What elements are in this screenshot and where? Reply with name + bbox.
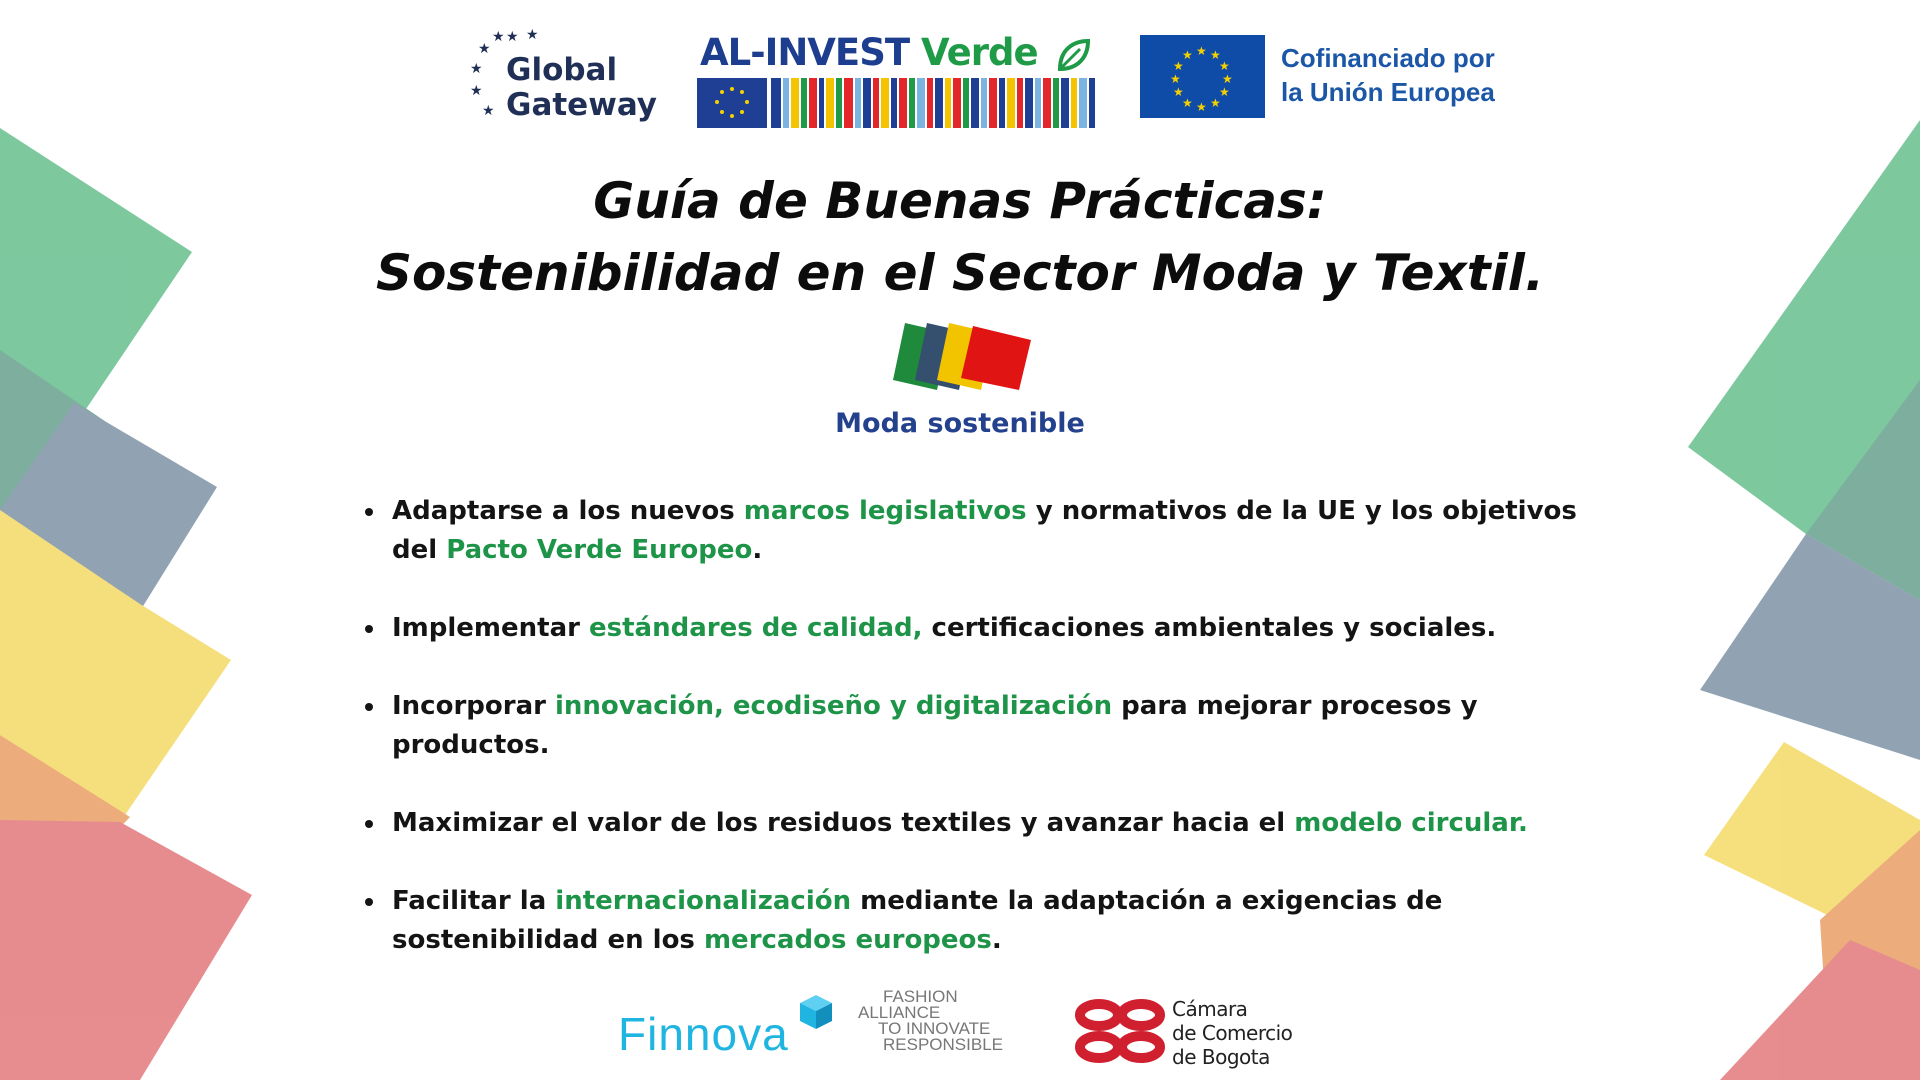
svg-text:★: ★ [526,27,539,43]
svg-text:★: ★ [1210,96,1221,110]
global-gateway-line2: Gateway [506,87,658,123]
bullet-text: Adaptarse a los nuevos [392,496,744,526]
title-line2: Sostenibilidad en el Sector Moda y Textil. [376,244,1544,302]
camara-comercio-bogota-logo [1075,993,1315,1069]
al-invest-stripe-band [697,78,1095,128]
ccb-text-line: Cámara [1172,997,1248,1021]
bullet-item [365,882,1595,960]
highlighted-text: innovación, ecodiseño y digitalización [555,691,1113,721]
svg-text:★: ★ [1173,85,1184,99]
svg-text:★: ★ [1182,96,1193,110]
finnova-logo [618,1007,789,1061]
footer-logos [0,985,1920,1069]
eu-cofinanced-logo [1140,35,1520,125]
finnova-text: Finnova [618,1008,789,1060]
svg-text:★: ★ [1182,48,1193,62]
eu-text-line1: Cofinanciado por [1281,43,1495,73]
svg-text:★: ★ [492,29,505,45]
svg-text:★: ★ [470,83,483,99]
bullet-text: y normativos de la UE y los objetivos del [392,496,1577,565]
highlighted-text: estándares de calidad, [589,613,923,643]
global-gateway-line1: Global [506,52,618,88]
bullet-list [365,492,1595,999]
bullet-text: mediante la adaptación a exigencias de sostenibilidad en los [392,886,1443,955]
star-arc-icon [506,25,566,55]
ccb-text-line: de Bogota [1172,1045,1270,1069]
moda-sostenible-icon [885,318,1035,398]
svg-text:★: ★ [1219,85,1230,99]
fair-logo-line: ALLIANCE [858,1003,941,1022]
highlighted-text: marcos legislativos [743,496,1027,526]
global-gateway-text [506,53,657,123]
title-line1: Guía de Buenas Prácticas: [593,172,1327,230]
bullet-text: Implementar [392,613,590,643]
highlighted-text: mercados europeos [703,925,992,955]
bullet-item [365,804,1595,843]
svg-text:★: ★ [478,41,491,57]
svg-text:★: ★ [1222,72,1233,86]
al-invest-title [700,31,1038,74]
fair-logo-line: FASHION [883,987,958,1006]
highlighted-text: Pacto Verde Europeo [446,535,753,565]
bullet-text: certificaciones ambientales y sociales. [922,613,1497,643]
bullet-text: para mejorar procesos y productos. [392,691,1478,760]
eu-text-line2: la Unión Europea [1281,77,1495,107]
bullet-text: Facilitar la [392,886,556,916]
cube-icon [798,993,834,1031]
bullet-item [365,492,1595,570]
al-invest-verde-logo [697,31,1097,130]
svg-text:★: ★ [1170,72,1181,86]
bullet-item [365,687,1595,765]
star-ring-icon [466,25,506,125]
eu-flag-icon [1140,35,1265,118]
svg-text:★: ★ [506,29,519,45]
al-invest-title-green: Verde [921,31,1038,74]
ccb-text-line: de Comercio [1172,1021,1293,1045]
bullet-text: Incorporar [392,691,555,721]
eu-cofinanced-text [1281,41,1495,109]
leaf-icon [1052,37,1092,75]
highlighted-text: modelo circular. [1294,808,1528,838]
svg-text:★: ★ [1210,48,1221,62]
fair-logo [858,989,1048,1059]
bullet-item [365,609,1595,648]
svg-text:★: ★ [470,61,483,77]
bullet-text: Maximizar el valor de los residuos textiles y avanzar hacia el [392,808,1295,838]
svg-text:★: ★ [1219,59,1230,73]
svg-text:★: ★ [1196,44,1207,58]
bullet-text: . [991,925,1002,955]
al-invest-title-main: AL-INVEST [700,31,910,74]
ccb-text [1172,997,1292,1069]
moda-sostenible-label: Moda sostenible [835,408,1085,439]
page-title [0,165,1920,309]
svg-text:★: ★ [482,103,495,119]
fair-logo-line: TO INNOVATE [878,1019,991,1038]
fair-logo-line: RESPONSIBLE [883,1035,1003,1054]
ccb-rings-icon [1075,999,1167,1065]
svg-text:★: ★ [1196,100,1207,114]
global-gateway-logo [466,25,666,135]
highlighted-text: internacionalización [555,886,852,916]
svg-text:★: ★ [1173,59,1184,73]
bullet-text: . [752,535,763,565]
